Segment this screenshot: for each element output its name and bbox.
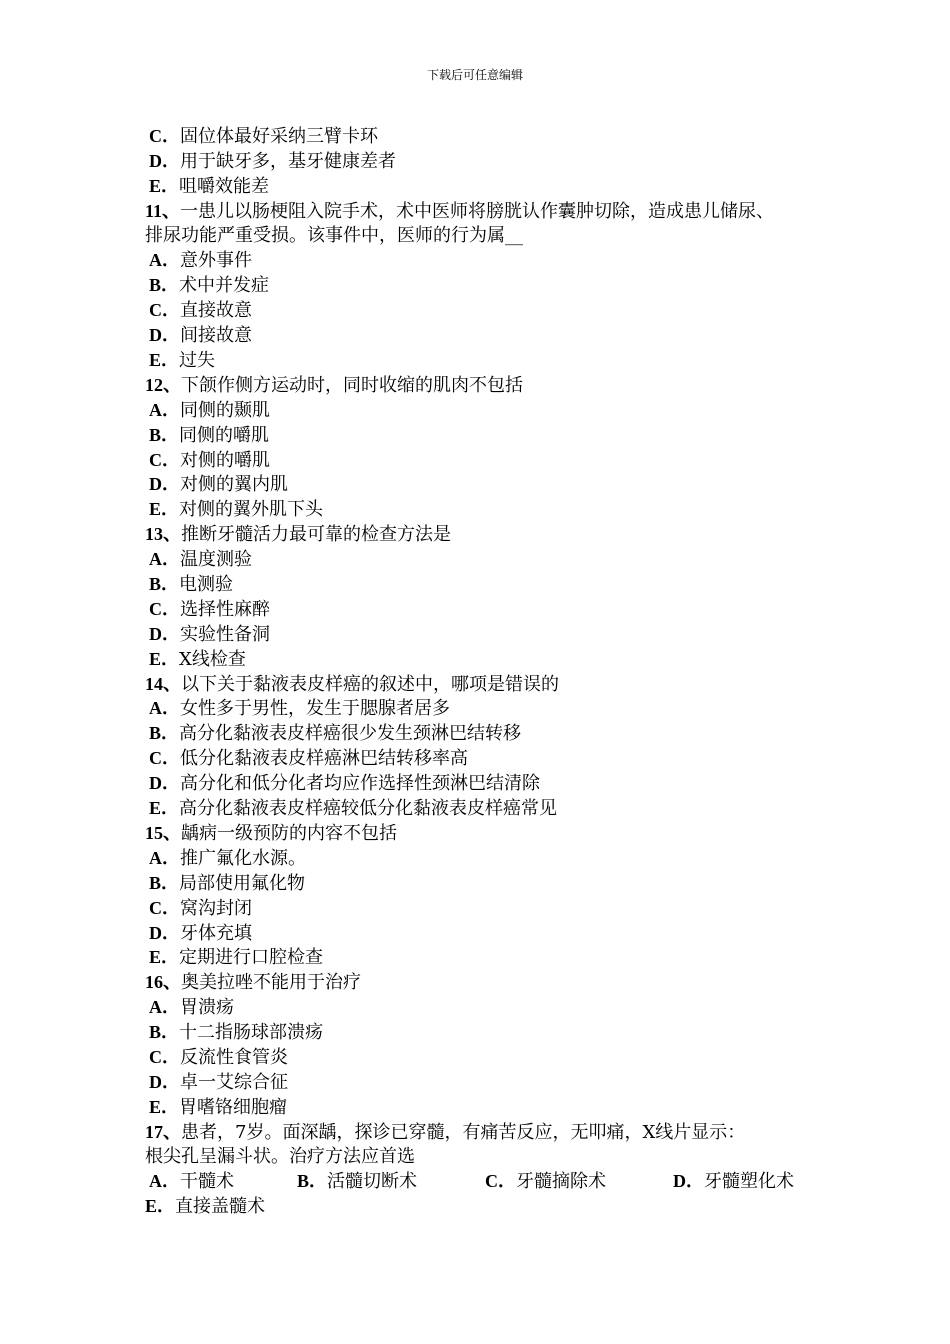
- option-line: [145, 398, 835, 423]
- option-text: 过失: [179, 350, 216, 372]
- inline-option: [297, 1169, 417, 1195]
- document-body: [145, 124, 835, 1219]
- option-text: 同侧的颞肌: [180, 399, 270, 421]
- option-line: [145, 497, 835, 522]
- question-number: 13、: [145, 524, 181, 545]
- option-text: 实验性备洞: [180, 623, 270, 645]
- option-text: 用于缺牙多，基牙健康差者: [180, 150, 396, 172]
- option-text: 女性多于男性，发生于腮腺者居多: [180, 698, 450, 720]
- inline-option: [485, 1169, 606, 1195]
- option-label: B．: [149, 872, 180, 893]
- question-line: [145, 373, 835, 398]
- option-line: [145, 721, 835, 746]
- question-text: 患者，7岁。面深龋，探诊已穿髓，有痛苦反应，无叩痛，X线片显示：: [181, 1121, 746, 1143]
- option-line: [145, 124, 835, 149]
- option-text: 干髓术: [180, 1171, 234, 1193]
- question-line: [145, 224, 835, 249]
- option-label: D．: [673, 1171, 704, 1192]
- question-number: 16、: [145, 972, 181, 993]
- option-text: 局部使用氟化物: [179, 872, 306, 894]
- question-text: 奥美拉唑不能用于治疗: [181, 972, 361, 994]
- option-text: 高分化黏液表皮样癌较低分化黏液表皮样癌常见: [179, 798, 558, 820]
- option-line: [145, 622, 835, 647]
- option-label: A．: [149, 1171, 180, 1192]
- option-line: [145, 846, 835, 871]
- option-line: [145, 597, 835, 622]
- option-line: [145, 771, 835, 796]
- option-label: B．: [149, 1022, 180, 1043]
- option-line: [145, 871, 835, 896]
- option-text: 间接故意: [180, 325, 252, 347]
- option-label: A．: [149, 549, 180, 570]
- option-label: A．: [149, 847, 180, 868]
- option-text: 胃溃疡: [180, 997, 234, 1019]
- question-line: [145, 821, 835, 846]
- question-line: [145, 672, 835, 697]
- option-label: A．: [149, 997, 180, 1018]
- option-text: 选择性麻醉: [180, 598, 270, 620]
- option-line: [145, 1070, 835, 1095]
- option-line: [145, 273, 835, 298]
- question-number: 17、: [145, 1121, 181, 1142]
- option-label: D．: [149, 474, 180, 495]
- inline-options-row: [145, 1169, 835, 1194]
- option-text: 固位体最好采纳三臂卡环: [180, 126, 378, 147]
- question-text: 一患儿以肠梗阻入院手术，术中医师将膀胱认作囊肿切除，造成患儿储尿、: [180, 200, 775, 222]
- option-text: 反流性食管炎: [180, 1046, 288, 1068]
- option-label: B．: [297, 1171, 328, 1192]
- option-label: E．: [145, 1196, 176, 1217]
- option-text: 对侧的嚼肌: [180, 449, 270, 471]
- option-text: 窝沟封闭: [180, 897, 252, 919]
- option-line: [145, 945, 835, 970]
- option-label: C．: [149, 449, 180, 470]
- option-label: E．: [149, 350, 180, 371]
- option-line: [145, 796, 835, 821]
- option-line: [145, 323, 835, 348]
- option-line: [145, 348, 835, 373]
- option-label: B．: [149, 574, 180, 595]
- inline-option: [149, 1169, 234, 1195]
- option-label: D．: [149, 922, 180, 943]
- option-label: E．: [149, 648, 180, 669]
- option-text: 胃嗜铬细胞瘤: [179, 1096, 288, 1118]
- option-line: [145, 448, 835, 473]
- question-text: 排尿功能严重受损。该事件中，医师的行为属__: [145, 224, 523, 246]
- option-line: [145, 1095, 835, 1120]
- option-text: 意外事件: [180, 250, 252, 272]
- option-label: A．: [149, 399, 180, 420]
- option-label: E．: [149, 499, 180, 520]
- option-label: C．: [149, 748, 180, 769]
- option-line: [145, 746, 835, 771]
- option-text: 牙髓塑化术: [704, 1171, 794, 1193]
- option-line: [145, 1045, 835, 1070]
- option-label: C．: [485, 1171, 516, 1192]
- option-text: 直接故意: [180, 300, 252, 322]
- option-line: [145, 423, 835, 448]
- option-text: 高分化和低分化者均应作选择性颈淋巴结清除: [180, 773, 540, 795]
- option-label: D．: [149, 150, 180, 171]
- option-label: B．: [149, 275, 180, 296]
- option-label: A．: [149, 698, 180, 719]
- option-label: E．: [149, 1096, 180, 1117]
- option-label: D．: [149, 325, 180, 346]
- option-label: C．: [149, 598, 180, 619]
- question-number: 14、: [145, 673, 181, 694]
- option-text: 温度测验: [180, 549, 252, 571]
- option-text: 电测验: [179, 574, 234, 596]
- option-line: [145, 472, 835, 497]
- question-number: 15、: [145, 822, 181, 843]
- question-text: 根尖孔呈漏斗状。治疗方法应首选: [145, 1145, 415, 1167]
- option-label: D．: [149, 773, 180, 794]
- page-header: 下载后可任意编辑: [426, 68, 523, 82]
- option-text: 直接盖髓术: [175, 1196, 266, 1218]
- option-line: [145, 696, 835, 721]
- option-line: [145, 1194, 835, 1219]
- option-text: 牙体充填: [180, 922, 252, 944]
- question-line: [145, 970, 835, 995]
- option-text: X线检查: [179, 648, 246, 670]
- option-text: 术中并发症: [179, 275, 270, 297]
- option-text: 同侧的嚼肌: [179, 424, 270, 446]
- question-line: [145, 199, 835, 224]
- option-text: 推广氟化水源。: [180, 847, 306, 869]
- question-number: 12、: [145, 374, 181, 395]
- option-text: 对侧的翼内肌: [180, 474, 288, 496]
- option-label: E．: [149, 175, 180, 196]
- option-line: [145, 572, 835, 597]
- option-text: 咀嚼效能差: [179, 175, 270, 197]
- option-label: A．: [149, 250, 180, 271]
- option-text: 卓一艾综合征: [180, 1071, 288, 1093]
- question-line: [145, 522, 835, 547]
- option-label: C．: [149, 897, 180, 918]
- option-line: [145, 647, 835, 672]
- option-label: D．: [149, 623, 180, 644]
- option-text: 牙髓摘除术: [516, 1171, 606, 1193]
- option-label: B．: [149, 723, 180, 744]
- option-line: [145, 921, 835, 946]
- option-line: [145, 298, 835, 323]
- option-line: [145, 547, 835, 572]
- option-line: [145, 995, 835, 1020]
- option-line: [145, 149, 835, 174]
- option-text: 高分化黏液表皮样癌很少发生颈淋巴结转移: [179, 723, 522, 745]
- option-text: 十二指肠球部溃疡: [179, 1022, 324, 1044]
- question-text: 推断牙髓活力最可靠的检查方法是: [181, 524, 451, 546]
- inline-option: [673, 1169, 794, 1195]
- option-line: [145, 174, 835, 199]
- option-text: 对侧的翼外肌下头: [179, 499, 324, 521]
- question-text: 龋病一级预防的内容不包括: [181, 822, 397, 844]
- question-number: 11、: [145, 200, 181, 221]
- question-line: [145, 1120, 835, 1145]
- question-line: [145, 1145, 835, 1170]
- option-label: C．: [149, 1046, 180, 1067]
- option-text: 定期进行口腔检查: [179, 947, 324, 969]
- option-label: E．: [149, 798, 180, 819]
- question-text: 以下关于黏液表皮样癌的叙述中，哪项是错误的: [181, 673, 559, 695]
- option-line: [145, 896, 835, 921]
- option-label: B．: [149, 424, 180, 445]
- option-label: C．: [149, 126, 180, 146]
- option-line: [145, 1020, 835, 1045]
- question-text: 下颌作侧方运动时，同时收缩的肌肉不包括: [181, 374, 523, 396]
- option-label: D．: [149, 1071, 180, 1092]
- option-line: [145, 248, 835, 273]
- option-text: 活髓切断术: [327, 1171, 418, 1193]
- option-text: 低分化黏液表皮样癌淋巴结转移率高: [180, 748, 468, 770]
- option-label: C．: [149, 300, 180, 321]
- option-label: E．: [149, 947, 180, 968]
